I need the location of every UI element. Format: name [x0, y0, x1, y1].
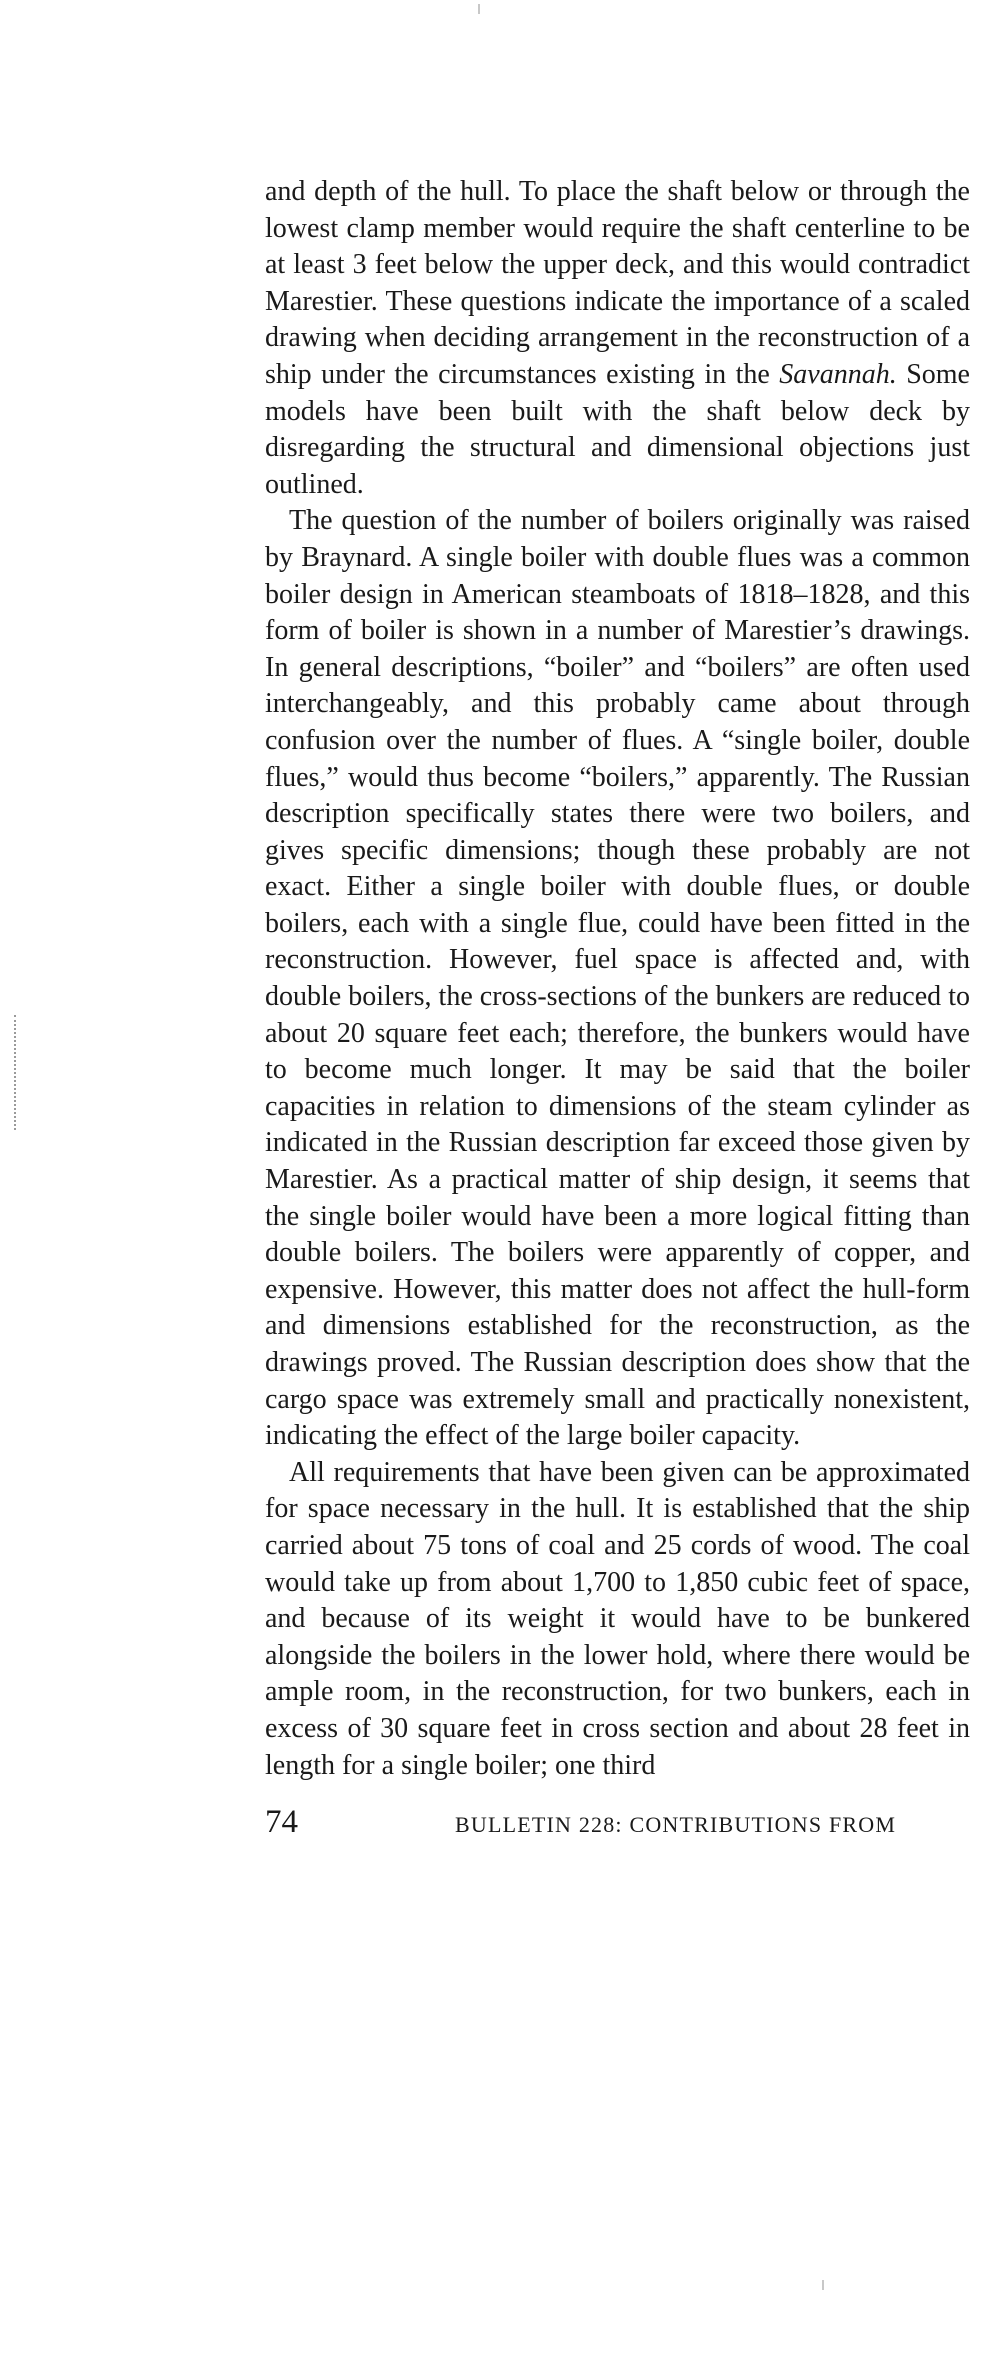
paragraph-1-text-a: and depth of the hull. To place the shaft below or through the lowest clamp member would require the shaft centerline to be at least 3 feet below the upper deck, and this would contradict Marestier. These questions indicate the importance of a scaled drawing when deciding arrangement in the reconstruction of a ship under the circumstances existing in the — [265, 176, 970, 390]
paragraph-1-ship-name: Savannah. — [779, 358, 897, 390]
paragraph-2-text: The question of the number of boilers originally was raised by Braynard. A single boiler with double flues was a common boiler design in American steamboats of 1818–1828, and this form of boiler is shown in a number of Marestier’s drawings. In general descriptions, “boiler” and “boilers” are often used interchangeably, and this probably came about through confusion over the number of flues. A “single boiler, double flues,” would thus become “boilers,” apparently. The Russian description specifically states there were two boilers, and gives specific dimensions; though these probably are not exact. Either a single boiler with double flues, or double boilers, each with a single flue, could have been fitted in the reconstruction. However, fuel space is affected and, with double boilers, the cross-sections of the bunkers are reduced to about 20 square feet each; therefore, the bunkers would have to become much longer. It may be said that the boiler capacities in relation to dimensions of the steam cylinder as indicated in the Russian description far exceed those given by Marestier. As a practical matter of ship design, it seems that the single boiler would have been a more logical fitting than double boilers. The boilers were apparently of copper, and expensive. However, this matter does not affect the hull-form and dimensions established for the reconstruction, as the drawings proved. The Russian description does show that the cargo space was extremely small and practically nonexistent, indicating the effect of the large boiler capacity. — [265, 505, 970, 1452]
margin-scan-marks — [14, 1015, 20, 1130]
paragraph-3-text: All requirements that have been given can be approximated for space necessary in the hull. It is established that the ship carried about 75 tons of coal and 25 cords of wood. The coal would take up from about 1,700 to 1,850 cubic feet of space, and because of its weight it would have to be bunkered alongside the boilers in the lower hold, where there would be ample room, in the reconstruction, for two bunkers, each in excess of 30 square feet in cross section and about 28 feet in length for a single boiler; one third — [265, 1456, 970, 1781]
body-text — [265, 174, 970, 1784]
running-head: BULLETIN 228: CONTRIBUTIONS FROM — [455, 1812, 897, 1837]
scan-artifact — [822, 2280, 824, 2290]
paragraph-1-text-b: Some models have been built with the shaft below deck by disregarding the structural and dimensional objections just outlined. — [265, 358, 970, 500]
page-number: 74 — [265, 1804, 298, 1840]
scan-artifact — [478, 4, 480, 14]
paragraph-2 — [265, 503, 970, 1454]
paragraph-3 — [265, 1455, 970, 1784]
page-footer — [265, 1804, 1000, 1854]
paragraph-1 — [265, 174, 970, 503]
